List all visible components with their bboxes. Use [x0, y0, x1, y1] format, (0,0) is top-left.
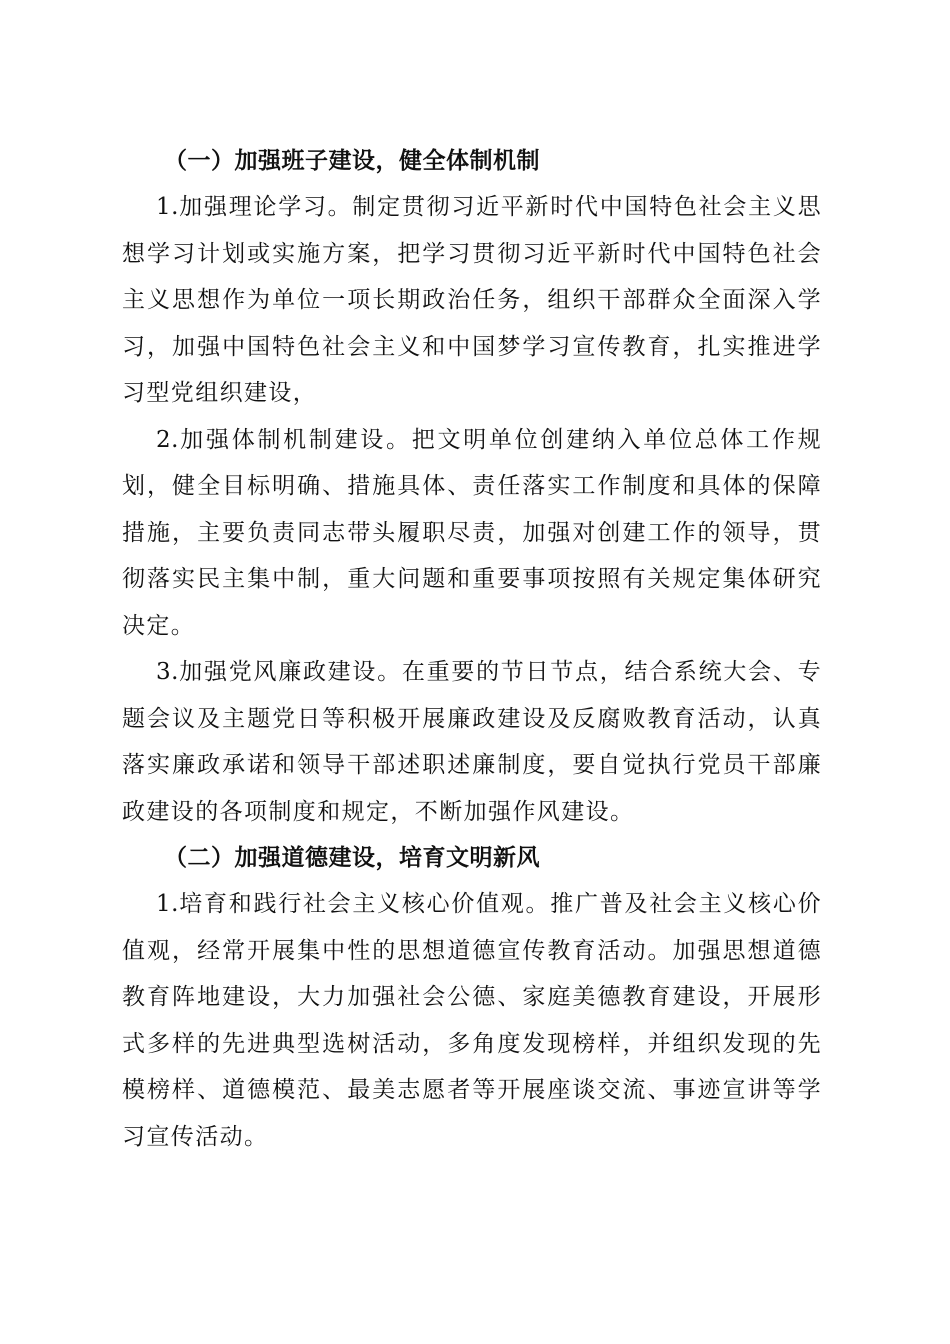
paragraph-number: 1. [156, 891, 179, 917]
paragraph-number: 2. [156, 426, 179, 453]
paragraph-1-2 [122, 417, 822, 650]
paragraph-number: 3. [156, 659, 179, 685]
section-heading-1: （一）加强班子建设，健全体制机制 [164, 147, 540, 174]
document-page [122, 138, 822, 1160]
paragraph-text: 培育和践行社会主义核心价值观。推广普及社会主义核心价值观，经常开展集中性的思想道德宣传教育活动。加强思想道德教育阵地建设，大力加强社会公德、家庭美德教育建设，开展形式多样的先进典型选树活动，多角度发现榜样，并组织发现的先模榜样、道德模范、最美志愿者等开展座谈交流、事迹宣讲等学习宣传活动。 [122, 891, 822, 1150]
paragraph-1-1 [122, 184, 822, 417]
paragraph-number: 1. [156, 194, 179, 220]
paragraph-text: 加强党风廉政建设。在重要的节日节点，结合系统大会、专题会议及主题党日等积极开展廉政建设及反腐败教育活动，认真落实廉政承诺和领导干部述职述廉制度，要自觉执行党员干部廉政建设的各项制度和规定，不断加强作风建设。 [122, 659, 822, 825]
section-heading-2: （二）加强道德建设，培育文明新风 [164, 844, 540, 871]
paragraph-2-1 [122, 881, 822, 1160]
paragraph-1-3 [122, 649, 822, 835]
paragraph-text: 加强体制机制建设。把文明单位创建纳入单位总体工作规划，健全目标明确、措施具体、责任落实工作制度和具体的保障措施，主要负责同志带头履职尽责，加强对创建工作的领导，贯彻落实民主集中制，重大问题和重要事项按照有关规定集体研究决定。 [122, 426, 822, 639]
paragraph-text: 加强理论学习。制定贯彻习近平新时代中国特色社会主义思想学习计划或实施方案，把学习贯彻习近平新时代中国特色社会主义思想作为单位一项长期政治任务，组织干部群众全面深入学习，加强中国特色社会主义和中国梦学习宣传教育，扎实推进学习型党组织建设， [122, 194, 822, 406]
